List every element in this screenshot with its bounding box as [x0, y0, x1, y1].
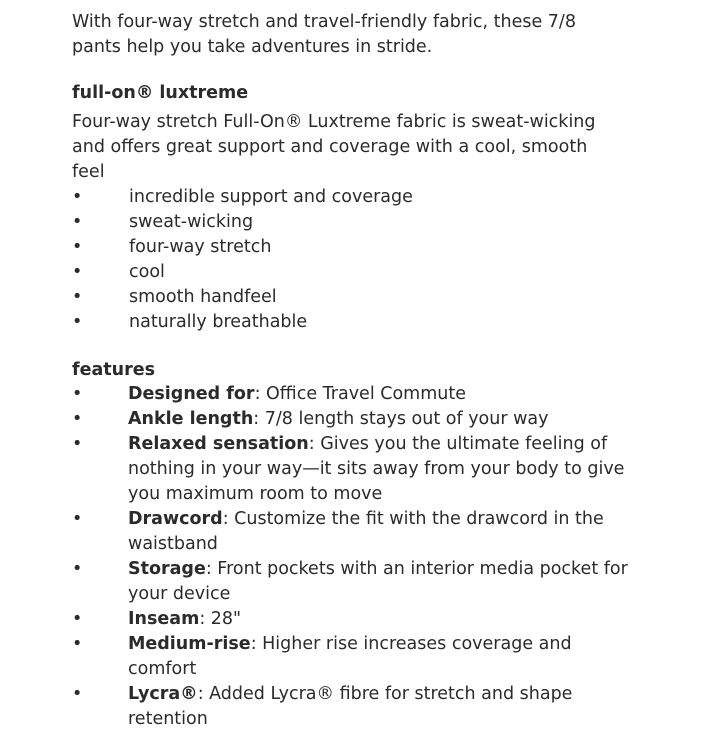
bullet-dot-icon: • — [72, 634, 83, 654]
bullet-dot-icon: • — [72, 509, 83, 529]
bullet-dot-icon: • — [72, 434, 83, 454]
feature-item — [72, 432, 632, 507]
bullet-dot-icon: • — [72, 237, 83, 257]
feature-label: Relaxed sensation — [128, 434, 309, 454]
feature-item — [72, 682, 632, 732]
feature-text: : Front pockets with an interior media pocket for your device — [128, 559, 628, 604]
fabric-bullet: • naturally breathable — [72, 310, 692, 335]
features-section-title: features — [72, 360, 156, 380]
feature-label: Ankle length — [128, 409, 254, 429]
bullet-dot-icon: • — [72, 609, 83, 629]
fabric-bullet: • four-way stretch — [72, 235, 692, 260]
feature-item — [72, 607, 632, 632]
feature-text: : 28" — [199, 609, 242, 629]
intro-text: With four-way stretch and travel-friendly fabric, these 7/8 pants help you take adventures in stride. — [72, 12, 576, 57]
fabric-bullet: • sweat-wicking — [72, 210, 692, 235]
bullet-dot-icon: • — [72, 212, 83, 232]
fabric-description: Four-way stretch Full-On® Luxtreme fabric is sweat-wicking and offers great support and coverage with a cool, smooth feel — [72, 112, 596, 182]
feature-label: Designed for — [128, 384, 255, 404]
bullet-dot-icon: • — [72, 409, 83, 429]
feature-item — [72, 407, 632, 432]
bullet-dot-icon: • — [72, 262, 83, 282]
bullet-dot-icon: • — [72, 684, 83, 704]
feature-item — [72, 557, 632, 607]
feature-text: : 7/8 length stays out of your way — [253, 409, 549, 429]
feature-text: : Office Travel Commute — [254, 384, 466, 404]
feature-label: Lycra® — [128, 684, 198, 704]
bullet-dot-icon: • — [72, 287, 83, 307]
feature-label: Medium-rise — [128, 634, 251, 654]
bullet-dot-icon: • — [72, 312, 83, 332]
product-description — [72, 10, 692, 732]
feature-text: : Higher rise increases coverage and comfort — [128, 634, 572, 679]
fabric-bullet: • smooth handfeel — [72, 285, 692, 310]
feature-label: Inseam — [128, 609, 200, 629]
features-bullet-list — [72, 382, 632, 732]
feature-label: Drawcord — [128, 509, 223, 529]
fabric-section-title: full-on® luxtreme — [72, 83, 249, 103]
feature-text: : Added Lycra® fibre for stretch and shape retention — [128, 684, 573, 729]
feature-item — [72, 632, 632, 682]
feature-item — [72, 382, 632, 407]
feature-item — [72, 507, 632, 557]
feature-text: : Customize the fit with the drawcord in the waistband — [128, 509, 604, 554]
bullet-dot-icon: • — [72, 559, 83, 579]
fabric-bullet: • cool — [72, 260, 692, 285]
fabric-bullet: • incredible support and coverage — [72, 185, 692, 210]
fabric-bullet-list — [72, 185, 692, 335]
bullet-dot-icon: • — [72, 384, 83, 404]
feature-text: : Gives you the ultimate feeling of nothing in your way—it sits away from your body to give you maximum room to move — [128, 434, 625, 504]
bullet-dot-icon: • — [72, 187, 83, 207]
feature-label: Storage — [128, 559, 206, 579]
